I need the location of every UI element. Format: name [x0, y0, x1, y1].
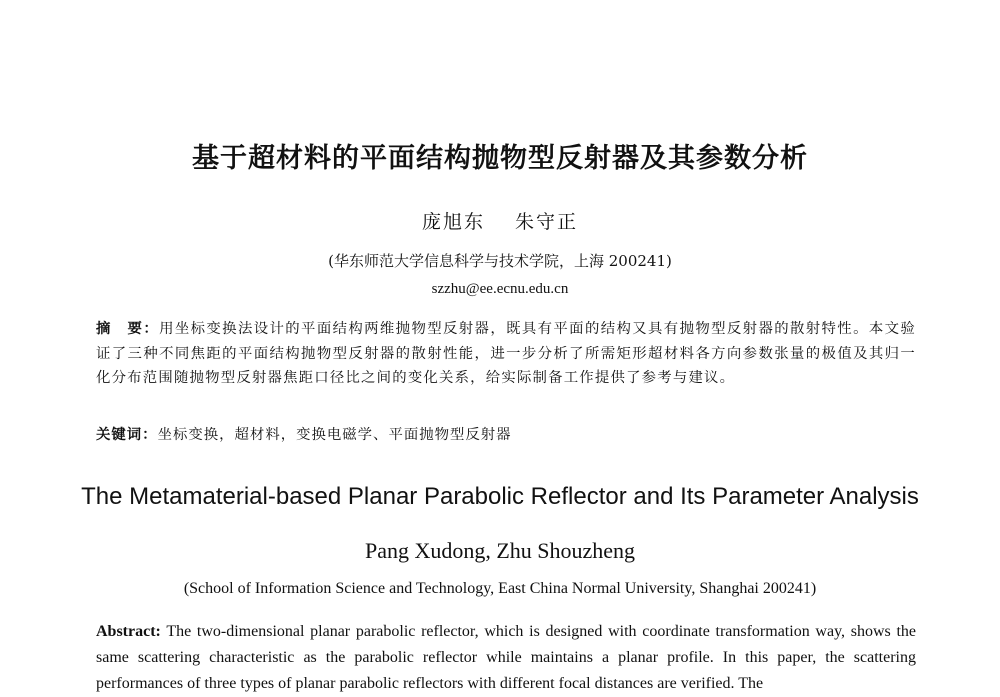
- chinese-keywords-text: 坐标变换，超材料，变换电磁学、平面抛物型反射器: [157, 427, 512, 443]
- english-affiliation: (School of Information Science and Technology, East China Normal University, Shanghai 200241): [183, 580, 817, 597]
- chinese-abstract: [96, 317, 916, 391]
- chinese-authors: 庞旭东 朱守正: [421, 211, 579, 233]
- english-authors: Pang Xudong, Zhu Shouzheng: [364, 538, 636, 563]
- chinese-keywords-label: 关键词：: [96, 427, 158, 443]
- english-title: The Metamaterial-based Planar Parabolic Reflector and Its Parameter Analysis: [81, 483, 919, 510]
- chinese-title: 基于超材料的平面结构抛物型反射器及其参数分析: [192, 143, 808, 174]
- chinese-affiliation: (华东师范大学信息科学与技术学院，上海 200241): [328, 252, 672, 270]
- english-abstract: [96, 619, 916, 697]
- english-abstract-label: Abstract:: [96, 623, 161, 640]
- english-abstract-text: The two-dimensional planar parabolic reflector, which is designed with coordinate transformation way, shows the same scattering characteristic as the parabolic reflector while maintains a planar profile. In this paper, the scattering performances of three types of planar parabolic reflectors with different focal distances are verified. The: [96, 623, 917, 692]
- author-email: szzhu@ee.ecnu.edu.cn: [431, 281, 569, 297]
- chinese-abstract-text: 用坐标变换法设计的平面结构两维抛物型反射器，既具有平面的结构又具有抛物型反射器的散射特性。本文验证了三种不同焦距的平面结构抛物型反射器的散射性能，进一步分析了所需矩形超材料各方向参数张量的极值及其归一化分布范围随抛物型反射器焦距口径比之间的变化关系，给实际制备工作提供了参考与建议。: [96, 321, 916, 386]
- chinese-abstract-label: 摘 要：: [96, 321, 160, 337]
- chinese-keywords: [96, 423, 916, 447]
